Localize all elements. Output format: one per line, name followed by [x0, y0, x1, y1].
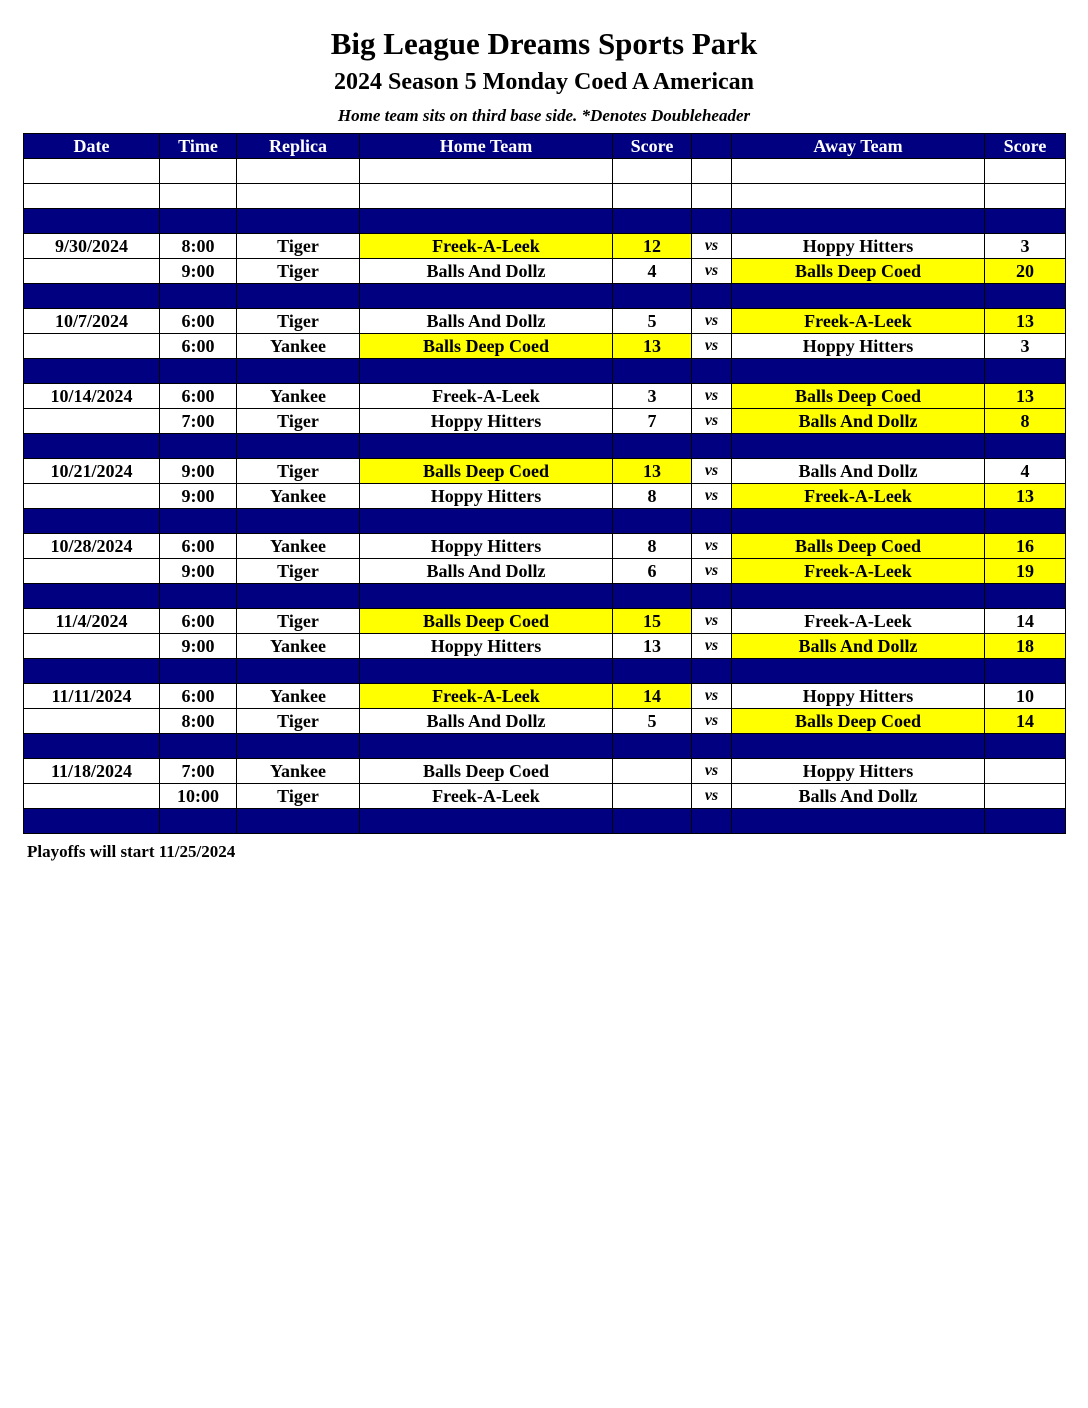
separator-cell: [237, 284, 360, 309]
separator-cell: [732, 809, 985, 834]
separator-cell: [360, 209, 613, 234]
away-team: Balls And Dollz: [732, 784, 985, 809]
separator-cell: [613, 734, 692, 759]
game-time: 8:00: [160, 234, 237, 259]
separator-cell: [160, 584, 237, 609]
blank-row: [24, 159, 1066, 184]
game-replica: Yankee: [237, 534, 360, 559]
separator-cell: [985, 809, 1066, 834]
separator-cell: [160, 209, 237, 234]
separator-cell: [732, 584, 985, 609]
separator-cell: [732, 659, 985, 684]
away-score: 3: [985, 234, 1066, 259]
game-time: 7:00: [160, 409, 237, 434]
home-score: 14: [613, 684, 692, 709]
game-replica: Yankee: [237, 334, 360, 359]
separator-cell: [692, 809, 732, 834]
game-date: [24, 559, 160, 584]
home-score: 8: [613, 534, 692, 559]
separator-cell: [613, 509, 692, 534]
column-header-home-score: Score: [613, 134, 692, 159]
away-score: 8: [985, 409, 1066, 434]
separator-cell: [985, 734, 1066, 759]
away-score: 4: [985, 459, 1066, 484]
game-row: [24, 334, 1066, 359]
separator-cell: [692, 284, 732, 309]
away-score: 10: [985, 684, 1066, 709]
away-score: 13: [985, 484, 1066, 509]
game-row: [24, 759, 1066, 784]
separator-cell: [24, 734, 160, 759]
game-time: 9:00: [160, 459, 237, 484]
vs-label: vs: [692, 409, 732, 434]
game-replica: Tiger: [237, 609, 360, 634]
separator-cell: [360, 734, 613, 759]
home-team: Hoppy Hitters: [360, 409, 613, 434]
separator-cell: [24, 584, 160, 609]
away-score: 18: [985, 634, 1066, 659]
home-team: Hoppy Hitters: [360, 534, 613, 559]
away-team: Balls And Dollz: [732, 634, 985, 659]
week-separator-row: [24, 209, 1066, 234]
away-score: 3: [985, 334, 1066, 359]
separator-cell: [360, 284, 613, 309]
separator-cell: [613, 584, 692, 609]
home-team: Balls Deep Coed: [360, 459, 613, 484]
game-time: 7:00: [160, 759, 237, 784]
game-row: [24, 784, 1066, 809]
game-date: 11/18/2024: [24, 759, 160, 784]
game-date: [24, 409, 160, 434]
game-date: 10/28/2024: [24, 534, 160, 559]
game-replica: Tiger: [237, 234, 360, 259]
away-score: 13: [985, 309, 1066, 334]
away-team: Balls Deep Coed: [732, 259, 985, 284]
home-team: Freek-A-Leek: [360, 684, 613, 709]
vs-label: vs: [692, 234, 732, 259]
away-team: Hoppy Hitters: [732, 759, 985, 784]
separator-cell: [24, 809, 160, 834]
home-score: 4: [613, 259, 692, 284]
home-team: Balls Deep Coed: [360, 759, 613, 784]
home-team-note: Home team sits on third base side. *Denotes Doubleheader: [337, 106, 751, 125]
game-row: [24, 384, 1066, 409]
separator-cell: [24, 209, 160, 234]
vs-label: vs: [692, 309, 732, 334]
blank-row: [24, 184, 1066, 209]
separator-cell: [692, 509, 732, 534]
away-score: 19: [985, 559, 1066, 584]
separator-cell: [692, 209, 732, 234]
game-date: [24, 259, 160, 284]
separator-cell: [692, 434, 732, 459]
week-separator-row: [24, 809, 1066, 834]
separator-cell: [160, 809, 237, 834]
separator-cell: [360, 809, 613, 834]
schedule-body: [24, 159, 1066, 834]
separator-cell: [613, 284, 692, 309]
game-replica: Yankee: [237, 484, 360, 509]
separator-cell: [237, 584, 360, 609]
separator-cell: [237, 809, 360, 834]
vs-label: vs: [692, 684, 732, 709]
game-replica: Tiger: [237, 784, 360, 809]
home-team: Freek-A-Leek: [360, 234, 613, 259]
separator-cell: [985, 434, 1066, 459]
separator-cell: [985, 584, 1066, 609]
week-separator-row: [24, 659, 1066, 684]
week-separator-row: [24, 434, 1066, 459]
game-row: [24, 559, 1066, 584]
separator-cell: [613, 659, 692, 684]
separator-cell: [732, 734, 985, 759]
separator-cell: [24, 359, 160, 384]
separator-cell: [160, 434, 237, 459]
game-row: [24, 259, 1066, 284]
game-date: [24, 709, 160, 734]
game-row: [24, 709, 1066, 734]
separator-cell: [160, 734, 237, 759]
game-time: 6:00: [160, 309, 237, 334]
vs-label: vs: [692, 534, 732, 559]
separator-cell: [237, 734, 360, 759]
home-score: 13: [613, 634, 692, 659]
home-team: Hoppy Hitters: [360, 484, 613, 509]
away-team: Hoppy Hitters: [732, 684, 985, 709]
game-time: 6:00: [160, 534, 237, 559]
away-score: 14: [985, 609, 1066, 634]
separator-cell: [732, 509, 985, 534]
game-replica: Yankee: [237, 759, 360, 784]
separator-cell: [613, 809, 692, 834]
home-score: 13: [613, 334, 692, 359]
separator-cell: [985, 359, 1066, 384]
home-team: Freek-A-Leek: [360, 784, 613, 809]
separator-cell: [24, 434, 160, 459]
game-date: 11/11/2024: [24, 684, 160, 709]
away-team: Balls Deep Coed: [732, 384, 985, 409]
week-separator-row: [24, 584, 1066, 609]
home-team: Balls Deep Coed: [360, 334, 613, 359]
separator-cell: [692, 359, 732, 384]
home-team: Freek-A-Leek: [360, 384, 613, 409]
home-score: [613, 759, 692, 784]
playoffs-note: Playoffs will start 11/25/2024: [27, 842, 236, 861]
column-header-time: Time: [160, 134, 237, 159]
separator-cell: [985, 659, 1066, 684]
separator-cell: [360, 509, 613, 534]
separator-cell: [360, 584, 613, 609]
game-time: 6:00: [160, 609, 237, 634]
separator-cell: [160, 359, 237, 384]
page-title: Big League Dreams Sports Park: [330, 26, 758, 61]
home-score: [613, 784, 692, 809]
away-score: 14: [985, 709, 1066, 734]
vs-label: vs: [692, 559, 732, 584]
separator-cell: [160, 659, 237, 684]
separator-cell: [24, 659, 160, 684]
game-row: [24, 309, 1066, 334]
away-team: Hoppy Hitters: [732, 234, 985, 259]
separator-cell: [732, 434, 985, 459]
separator-cell: [160, 284, 237, 309]
game-date: 9/30/2024: [24, 234, 160, 259]
home-team: Balls And Dollz: [360, 259, 613, 284]
game-time: 9:00: [160, 259, 237, 284]
home-team: Balls And Dollz: [360, 709, 613, 734]
game-replica: Tiger: [237, 309, 360, 334]
game-date: 10/14/2024: [24, 384, 160, 409]
separator-cell: [613, 434, 692, 459]
game-time: 6:00: [160, 684, 237, 709]
week-separator-row: [24, 734, 1066, 759]
game-date: [24, 784, 160, 809]
game-replica: Tiger: [237, 259, 360, 284]
vs-label: vs: [692, 759, 732, 784]
game-date: 10/7/2024: [24, 309, 160, 334]
separator-cell: [24, 284, 160, 309]
column-header-away-score: Score: [985, 134, 1066, 159]
game-row: [24, 484, 1066, 509]
week-separator-row: [24, 509, 1066, 534]
home-score: 7: [613, 409, 692, 434]
game-replica: Tiger: [237, 409, 360, 434]
separator-cell: [360, 659, 613, 684]
away-team: Balls Deep Coed: [732, 534, 985, 559]
separator-cell: [985, 509, 1066, 534]
home-score: 8: [613, 484, 692, 509]
vs-label: vs: [692, 459, 732, 484]
vs-label: vs: [692, 709, 732, 734]
game-row: [24, 234, 1066, 259]
game-time: 8:00: [160, 709, 237, 734]
game-replica: Tiger: [237, 459, 360, 484]
separator-cell: [732, 359, 985, 384]
vs-label: vs: [692, 334, 732, 359]
vs-label: vs: [692, 784, 732, 809]
separator-cell: [360, 434, 613, 459]
away-score: 16: [985, 534, 1066, 559]
game-row: [24, 459, 1066, 484]
game-replica: Tiger: [237, 709, 360, 734]
separator-cell: [985, 284, 1066, 309]
home-team: Balls Deep Coed: [360, 609, 613, 634]
column-header-away-team: Away Team: [732, 134, 985, 159]
week-separator-row: [24, 359, 1066, 384]
separator-cell: [613, 209, 692, 234]
vs-label: vs: [692, 634, 732, 659]
away-score: 13: [985, 384, 1066, 409]
separator-cell: [732, 209, 985, 234]
separator-cell: [613, 359, 692, 384]
away-team: Balls Deep Coed: [732, 709, 985, 734]
separator-cell: [692, 584, 732, 609]
separator-cell: [237, 659, 360, 684]
separator-cell: [732, 284, 985, 309]
separator-cell: [360, 359, 613, 384]
schedule-table: [23, 133, 1066, 834]
separator-cell: [237, 209, 360, 234]
column-header-home-team: Home Team: [360, 134, 613, 159]
game-time: 10:00: [160, 784, 237, 809]
game-date: [24, 484, 160, 509]
game-replica: Yankee: [237, 384, 360, 409]
separator-cell: [160, 509, 237, 534]
column-header-replica: Replica: [237, 134, 360, 159]
vs-label: vs: [692, 384, 732, 409]
away-team: Balls And Dollz: [732, 459, 985, 484]
game-time: 6:00: [160, 384, 237, 409]
game-date: [24, 334, 160, 359]
away-team: Freek-A-Leek: [732, 609, 985, 634]
home-score: 13: [613, 459, 692, 484]
game-row: [24, 609, 1066, 634]
home-team: Balls And Dollz: [360, 559, 613, 584]
game-date: 10/21/2024: [24, 459, 160, 484]
away-team: Freek-A-Leek: [732, 309, 985, 334]
game-row: [24, 634, 1066, 659]
game-time: 9:00: [160, 634, 237, 659]
home-score: 12: [613, 234, 692, 259]
column-header-vs: [692, 134, 732, 159]
away-team: Freek-A-Leek: [732, 559, 985, 584]
game-replica: Yankee: [237, 634, 360, 659]
game-time: 6:00: [160, 334, 237, 359]
home-score: 3: [613, 384, 692, 409]
separator-cell: [985, 209, 1066, 234]
separator-cell: [24, 509, 160, 534]
home-team: Hoppy Hitters: [360, 634, 613, 659]
home-score: 15: [613, 609, 692, 634]
away-team: Balls And Dollz: [732, 409, 985, 434]
separator-cell: [692, 659, 732, 684]
game-date: [24, 634, 160, 659]
game-row: [24, 684, 1066, 709]
home-score: 6: [613, 559, 692, 584]
separator-cell: [237, 434, 360, 459]
away-score: [985, 759, 1066, 784]
away-team: Hoppy Hitters: [732, 334, 985, 359]
separator-cell: [237, 359, 360, 384]
home-score: 5: [613, 309, 692, 334]
column-header-date: Date: [24, 134, 160, 159]
game-time: 9:00: [160, 559, 237, 584]
game-date: 11/4/2024: [24, 609, 160, 634]
vs-label: vs: [692, 259, 732, 284]
vs-label: vs: [692, 609, 732, 634]
home-score: 5: [613, 709, 692, 734]
table-header-row: [24, 134, 1066, 159]
game-row: [24, 534, 1066, 559]
season-subtitle: 2024 Season 5 Monday Coed A American: [333, 69, 755, 95]
away-score: 20: [985, 259, 1066, 284]
game-replica: Tiger: [237, 559, 360, 584]
away-team: Freek-A-Leek: [732, 484, 985, 509]
game-replica: Yankee: [237, 684, 360, 709]
week-separator-row: [24, 284, 1066, 309]
game-time: 9:00: [160, 484, 237, 509]
vs-label: vs: [692, 484, 732, 509]
away-score: [985, 784, 1066, 809]
separator-cell: [692, 734, 732, 759]
separator-cell: [237, 509, 360, 534]
game-row: [24, 409, 1066, 434]
home-team: Balls And Dollz: [360, 309, 613, 334]
